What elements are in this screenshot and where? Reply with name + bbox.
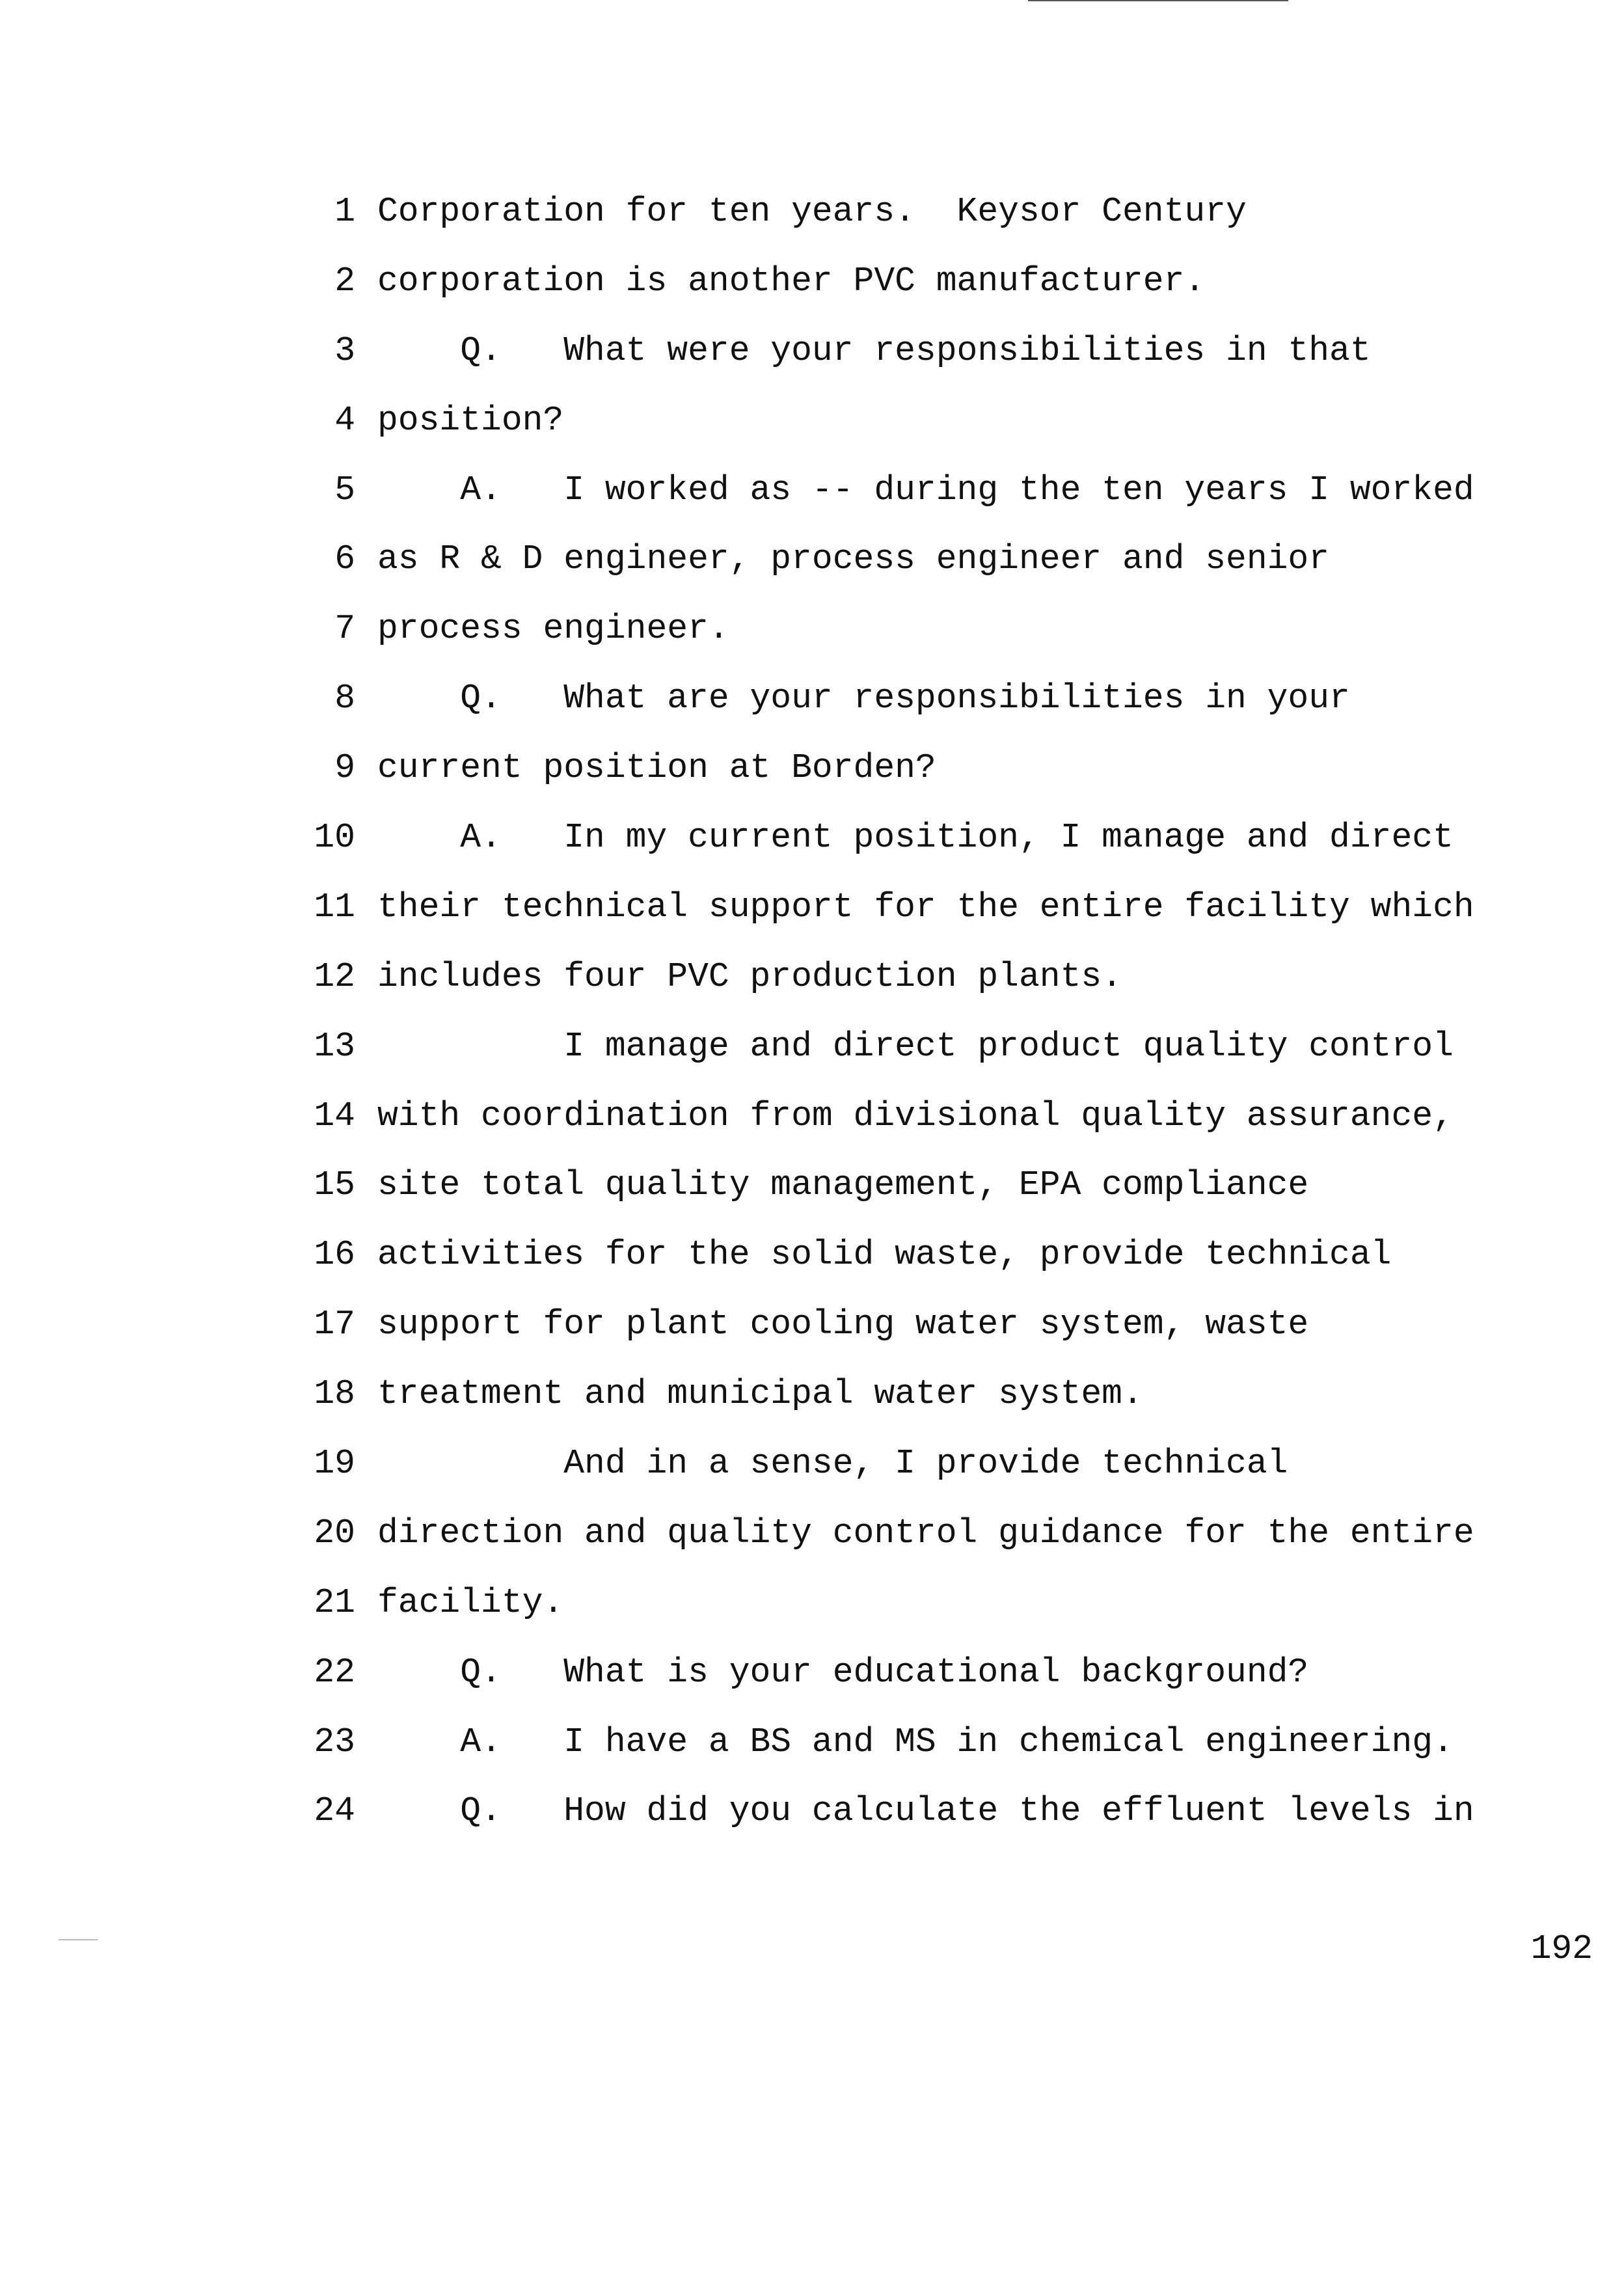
line-number: 20 — [314, 1513, 355, 1553]
line-number: 17 — [314, 1305, 355, 1344]
line-text: activities for the solid waste, provide technical — [377, 1235, 1392, 1275]
line-text: facility. — [377, 1582, 564, 1622]
transcript-line — [0, 1150, 1624, 1220]
line-text: Q. What are your responsibilities in your — [377, 679, 1350, 718]
transcript-line — [0, 1429, 1624, 1499]
transcript-line — [0, 1081, 1624, 1151]
line-number: 22 — [314, 1652, 355, 1692]
transcript-line — [0, 386, 1624, 455]
line-text: I manage and direct product quality control — [377, 1026, 1454, 1066]
transcript-line — [0, 942, 1624, 1012]
line-text: Q. How did you calculate the effluent levels in — [377, 1791, 1474, 1831]
page-number: 192 — [1530, 1929, 1593, 1968]
line-text: Q. What is your educational background? — [377, 1652, 1309, 1692]
transcript-line — [0, 1776, 1624, 1846]
line-text: corporation is another PVC manufacturer. — [377, 261, 1206, 301]
transcript-line — [0, 803, 1624, 873]
top-rule — [1028, 0, 1288, 1]
line-number: 7 — [334, 609, 355, 649]
line-text: Corporation for ten years. Keysor Century — [377, 192, 1247, 231]
transcript-line — [0, 1359, 1624, 1429]
line-text: process engineer. — [377, 609, 729, 649]
transcript-line — [0, 1012, 1624, 1081]
transcript-body — [0, 177, 1624, 1846]
line-number: 21 — [314, 1582, 355, 1622]
line-text: A. I have a BS and MS in chemical engineering. — [377, 1722, 1454, 1761]
line-number: 9 — [334, 748, 355, 788]
line-text: as R & D engineer, process engineer and senior — [377, 539, 1330, 579]
line-text: site total quality management, EPA compliance — [377, 1165, 1309, 1205]
line-number: 4 — [334, 400, 355, 440]
line-number: 11 — [314, 887, 355, 927]
line-text: A. I worked as -- during the ten years I worked — [377, 470, 1474, 509]
line-number: 14 — [314, 1096, 355, 1135]
line-text: direction and quality control guidance for the entire — [377, 1513, 1474, 1553]
transcript-line — [0, 1220, 1624, 1290]
line-text: support for plant cooling water system, waste — [377, 1305, 1309, 1344]
line-number: 15 — [314, 1165, 355, 1205]
transcript-line — [0, 1290, 1624, 1359]
line-text: Q. What were your responsibilities in that — [377, 331, 1371, 370]
scan-speck — [59, 1939, 98, 1940]
transcript-line — [0, 1707, 1624, 1777]
transcript-line — [0, 873, 1624, 942]
transcript-line — [0, 524, 1624, 594]
line-text: And in a sense, I provide technical — [377, 1444, 1288, 1484]
line-number: 5 — [334, 470, 355, 509]
line-text: their technical support for the entire facility which — [377, 887, 1474, 927]
transcript-line — [0, 247, 1624, 316]
line-text: A. In my current position, I manage and direct — [377, 818, 1454, 858]
line-text: current position at Borden? — [377, 748, 936, 788]
line-text: position? — [377, 400, 564, 440]
line-number: 18 — [314, 1374, 355, 1414]
line-number: 23 — [314, 1722, 355, 1761]
transcript-line — [0, 1499, 1624, 1568]
line-number: 19 — [314, 1444, 355, 1484]
line-number: 1 — [334, 192, 355, 231]
transcript-line — [0, 1568, 1624, 1638]
line-number: 24 — [314, 1791, 355, 1831]
transcript-line — [0, 594, 1624, 664]
transcript-line — [0, 177, 1624, 247]
line-number: 8 — [334, 679, 355, 718]
transcript-line — [0, 1638, 1624, 1707]
transcript-line — [0, 733, 1624, 803]
line-text: treatment and municipal water system. — [377, 1374, 1143, 1414]
line-number: 13 — [314, 1026, 355, 1066]
transcript-line — [0, 455, 1624, 525]
transcript-line — [0, 664, 1624, 733]
line-text: includes four PVC production plants. — [377, 957, 1122, 996]
line-number: 12 — [314, 957, 355, 996]
line-number: 2 — [334, 261, 355, 301]
line-number: 3 — [334, 331, 355, 370]
transcript-line — [0, 316, 1624, 386]
line-number: 10 — [314, 818, 355, 858]
line-number: 16 — [314, 1235, 355, 1275]
line-text: with coordination from divisional quality assurance, — [377, 1096, 1454, 1135]
line-number: 6 — [334, 539, 355, 579]
